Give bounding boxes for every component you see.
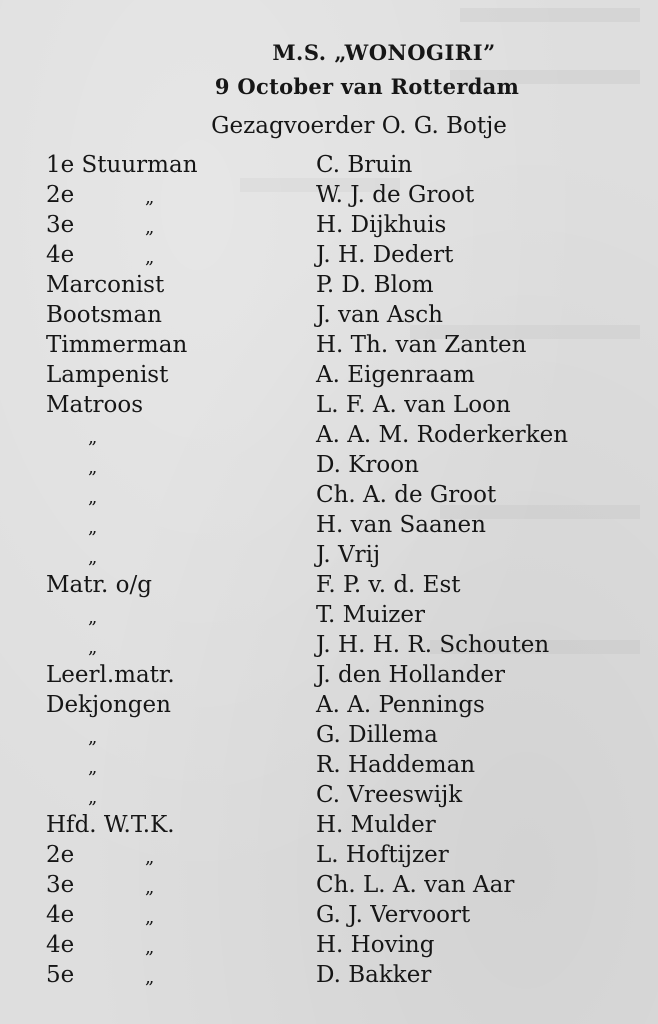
crew-row	[0, 900, 658, 930]
crew-rank: Marconist	[46, 272, 165, 298]
crew-row	[0, 720, 658, 750]
crew-name: G. J. Vervoort	[316, 902, 471, 928]
ditto-mark: „	[88, 517, 98, 538]
ditto-mark: „	[145, 847, 155, 868]
crew-row	[0, 660, 658, 690]
crew-row	[0, 480, 658, 510]
ditto-mark: „	[145, 877, 155, 898]
crew-row	[0, 180, 658, 210]
crew-row	[0, 690, 658, 720]
crew-name: A. A. M. Roderkerken	[316, 422, 569, 448]
ditto-mark: „	[145, 247, 155, 268]
crew-rank: 5e	[46, 962, 75, 988]
ditto-mark: „	[88, 607, 98, 628]
crew-name: T. Muizer	[316, 602, 426, 628]
bleed-through-shading	[460, 8, 640, 22]
ditto-mark: „	[145, 907, 155, 928]
crew-name: R. Haddeman	[316, 752, 476, 778]
crew-name: H. Th. van Zanten	[316, 332, 527, 358]
crew-row	[0, 210, 658, 240]
ditto-mark: „	[88, 787, 98, 808]
crew-name: D. Kroon	[316, 452, 419, 478]
ditto-mark: „	[88, 757, 98, 778]
crew-row	[0, 600, 658, 630]
crew-name: H. Hoving	[316, 932, 435, 958]
crew-rank: 4e	[46, 902, 75, 928]
ditto-mark: „	[88, 547, 98, 568]
crew-name: D. Bakker	[316, 962, 432, 988]
crew-row	[0, 150, 658, 180]
ditto-mark: „	[88, 427, 98, 448]
crew-row	[0, 360, 658, 390]
crew-rank: 2e	[46, 842, 75, 868]
crew-row	[0, 870, 658, 900]
crew-name: L. F. A. van Loon	[316, 392, 511, 418]
crew-rank: Lampenist	[46, 362, 169, 388]
crew-row	[0, 960, 658, 990]
crew-row	[0, 930, 658, 960]
crew-name: J. van Asch	[316, 302, 443, 328]
captain-line: Gezagvoerder O. G. Botje	[211, 113, 507, 139]
ditto-mark: „	[145, 967, 155, 988]
crew-rank: Bootsman	[46, 302, 162, 328]
crew-name: F. P. v. d. Est	[316, 572, 461, 598]
ditto-mark: „	[88, 457, 98, 478]
crew-name: H. Dijkhuis	[316, 212, 447, 238]
crew-row	[0, 810, 658, 840]
crew-row	[0, 420, 658, 450]
crew-rank: Matr. o/g	[46, 572, 152, 598]
crew-name: Ch. A. de Groot	[316, 482, 497, 508]
crew-name: Ch. L. A. van Aar	[316, 872, 515, 898]
ditto-mark: „	[145, 187, 155, 208]
crew-rank: Hfd. W.T.K.	[46, 812, 175, 838]
crew-row	[0, 450, 658, 480]
crew-row	[0, 750, 658, 780]
ditto-mark: „	[88, 727, 98, 748]
crew-name: A. A. Pennings	[316, 692, 485, 718]
crew-row	[0, 510, 658, 540]
ditto-mark: „	[145, 937, 155, 958]
crew-name: J. den Hollander	[316, 662, 505, 688]
crew-row	[0, 300, 658, 330]
crew-row	[0, 570, 658, 600]
crew-rank: Timmerman	[46, 332, 188, 358]
crew-name: J. H. H. R. Schouten	[316, 632, 550, 658]
voyage-date-heading: 9 October van Rotterdam	[214, 74, 520, 99]
crew-row	[0, 240, 658, 270]
crew-name: H. Mulder	[316, 812, 436, 838]
crew-rank: Matroos	[46, 392, 143, 418]
crew-rank: 3e	[46, 872, 75, 898]
crew-rank: Leerl.matr.	[46, 662, 175, 688]
crew-name: L. Hoftijzer	[316, 842, 449, 868]
ship-name-heading: M.S. „WONOGIRI”	[272, 40, 496, 65]
crew-row	[0, 780, 658, 810]
crew-rank: 4e	[46, 242, 75, 268]
crew-row	[0, 390, 658, 420]
crew-name: A. Eigenraam	[316, 362, 475, 388]
ditto-mark: „	[88, 637, 98, 658]
crew-rank: 1e Stuurman	[46, 152, 198, 178]
crew-rank: 4e	[46, 932, 75, 958]
crew-row	[0, 330, 658, 360]
crew-name: C. Vreeswijk	[316, 782, 463, 808]
crew-name: G. Dillema	[316, 722, 438, 748]
crew-name: C. Bruin	[316, 152, 413, 178]
crew-rank: Dekjongen	[46, 692, 171, 718]
crew-rank: 3e	[46, 212, 75, 238]
crew-name: H. van Saanen	[316, 512, 486, 538]
crew-name: J. Vrij	[316, 542, 381, 568]
crew-rank: 2e	[46, 182, 75, 208]
crew-row	[0, 270, 658, 300]
crew-row	[0, 540, 658, 570]
ditto-mark: „	[145, 217, 155, 238]
crew-name: J. H. Dedert	[316, 242, 454, 268]
crew-name: W. J. de Groot	[316, 182, 475, 208]
crew-row	[0, 840, 658, 870]
ditto-mark: „	[88, 487, 98, 508]
crew-row	[0, 630, 658, 660]
crew-name: P. D. Blom	[316, 272, 434, 298]
